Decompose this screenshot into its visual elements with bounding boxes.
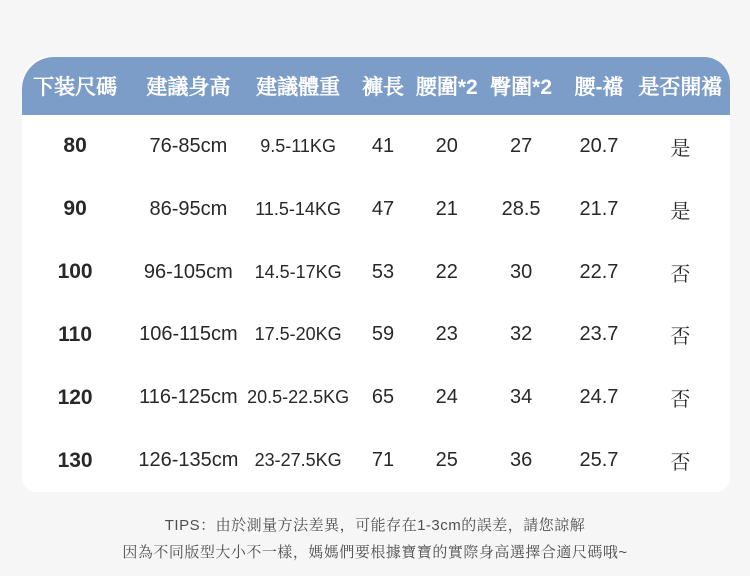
weight-value: 20.5-22.5KG bbox=[247, 387, 350, 408]
table-row bbox=[22, 366, 730, 429]
header-hip-x2: 臀圍*2 bbox=[490, 76, 553, 99]
weight-value: 23-27.5KG bbox=[254, 450, 342, 471]
table-row bbox=[22, 303, 730, 366]
open-crotch-value: 否 bbox=[670, 452, 691, 475]
hip-x2-value: 28.5 bbox=[501, 197, 541, 220]
pants-length-value: 59 bbox=[371, 323, 395, 346]
waist-x2-value: 20 bbox=[435, 134, 458, 157]
open-crotch-value: 是 bbox=[670, 137, 691, 160]
size-value: 110 bbox=[58, 322, 93, 346]
waist-x2-value: 25 bbox=[435, 449, 458, 472]
weight-value: 11.5-14KG bbox=[255, 198, 341, 219]
table-body bbox=[22, 115, 730, 492]
weight-value: 9.5-11KG bbox=[260, 135, 336, 156]
pants-length-value: 41 bbox=[371, 134, 395, 157]
pants-length-value: 65 bbox=[371, 386, 395, 409]
pants-length-value: 53 bbox=[371, 260, 395, 283]
height-value: 106-115cm bbox=[139, 323, 238, 346]
waist-x2-value: 21 bbox=[435, 197, 458, 220]
size-value: 120 bbox=[57, 385, 93, 409]
weight-value: 14.5-17KG bbox=[254, 261, 342, 282]
header-size: 下装尺碼 bbox=[33, 76, 118, 99]
header-height: 建議身高 bbox=[146, 76, 231, 99]
height-value: 76-85cm bbox=[149, 134, 228, 157]
table-row bbox=[22, 241, 730, 304]
tips-line-2: 因為不同版型大小不一樣，媽媽們要根據寶寶的實際身高選擇合適尺碼哦~ bbox=[122, 544, 628, 561]
waist-crotch-value: 24.7 bbox=[579, 386, 619, 409]
header-waist-crotch: 腰-襠 bbox=[574, 76, 624, 99]
size-value: 90 bbox=[63, 197, 87, 221]
hip-x2-value: 32 bbox=[509, 323, 533, 346]
waist-crotch-value: 23.7 bbox=[579, 323, 619, 346]
table-row bbox=[22, 178, 730, 241]
size-value: 100 bbox=[57, 260, 93, 284]
hip-x2-value: 27 bbox=[509, 134, 533, 157]
header-weight: 建議體重 bbox=[256, 76, 341, 99]
height-value: 86-95cm bbox=[149, 197, 228, 220]
table-header-row bbox=[22, 57, 730, 115]
header-pants-length: 褲長 bbox=[362, 76, 405, 99]
hip-x2-value: 34 bbox=[509, 386, 533, 409]
open-crotch-value: 是 bbox=[670, 200, 691, 223]
waist-crotch-value: 21.7 bbox=[579, 197, 619, 220]
pants-length-value: 47 bbox=[371, 197, 395, 220]
waist-x2-value: 23 bbox=[435, 323, 458, 346]
waist-crotch-value: 22.7 bbox=[579, 260, 619, 283]
hip-x2-value: 36 bbox=[509, 449, 533, 472]
size-value: 80 bbox=[63, 134, 87, 158]
size-value: 130 bbox=[57, 448, 93, 472]
hip-x2-value: 30 bbox=[509, 260, 533, 283]
table-row bbox=[22, 429, 730, 492]
height-value: 116-125cm bbox=[139, 386, 238, 409]
open-crotch-value: 否 bbox=[670, 263, 691, 286]
header-waist-x2: 腰圍*2 bbox=[415, 76, 478, 99]
open-crotch-value: 否 bbox=[670, 389, 691, 412]
header-open-crotch: 是否開襠 bbox=[638, 76, 723, 99]
waist-crotch-value: 25.7 bbox=[579, 449, 619, 472]
tips-line-1: TIPS：由於測量方法差異，可能存在1-3cm的誤差，請您諒解 bbox=[164, 517, 586, 534]
weight-value: 17.5-20KG bbox=[254, 324, 342, 345]
open-crotch-value: 否 bbox=[670, 326, 691, 349]
height-value: 96-105cm bbox=[143, 260, 233, 283]
height-value: 126-135cm bbox=[138, 449, 239, 472]
tips-note bbox=[0, 512, 750, 566]
waist-x2-value: 22 bbox=[435, 260, 458, 283]
waist-x2-value: 24 bbox=[435, 386, 458, 409]
pants-length-value: 71 bbox=[371, 449, 395, 472]
table-row bbox=[22, 115, 730, 178]
waist-crotch-value: 20.7 bbox=[579, 134, 619, 157]
